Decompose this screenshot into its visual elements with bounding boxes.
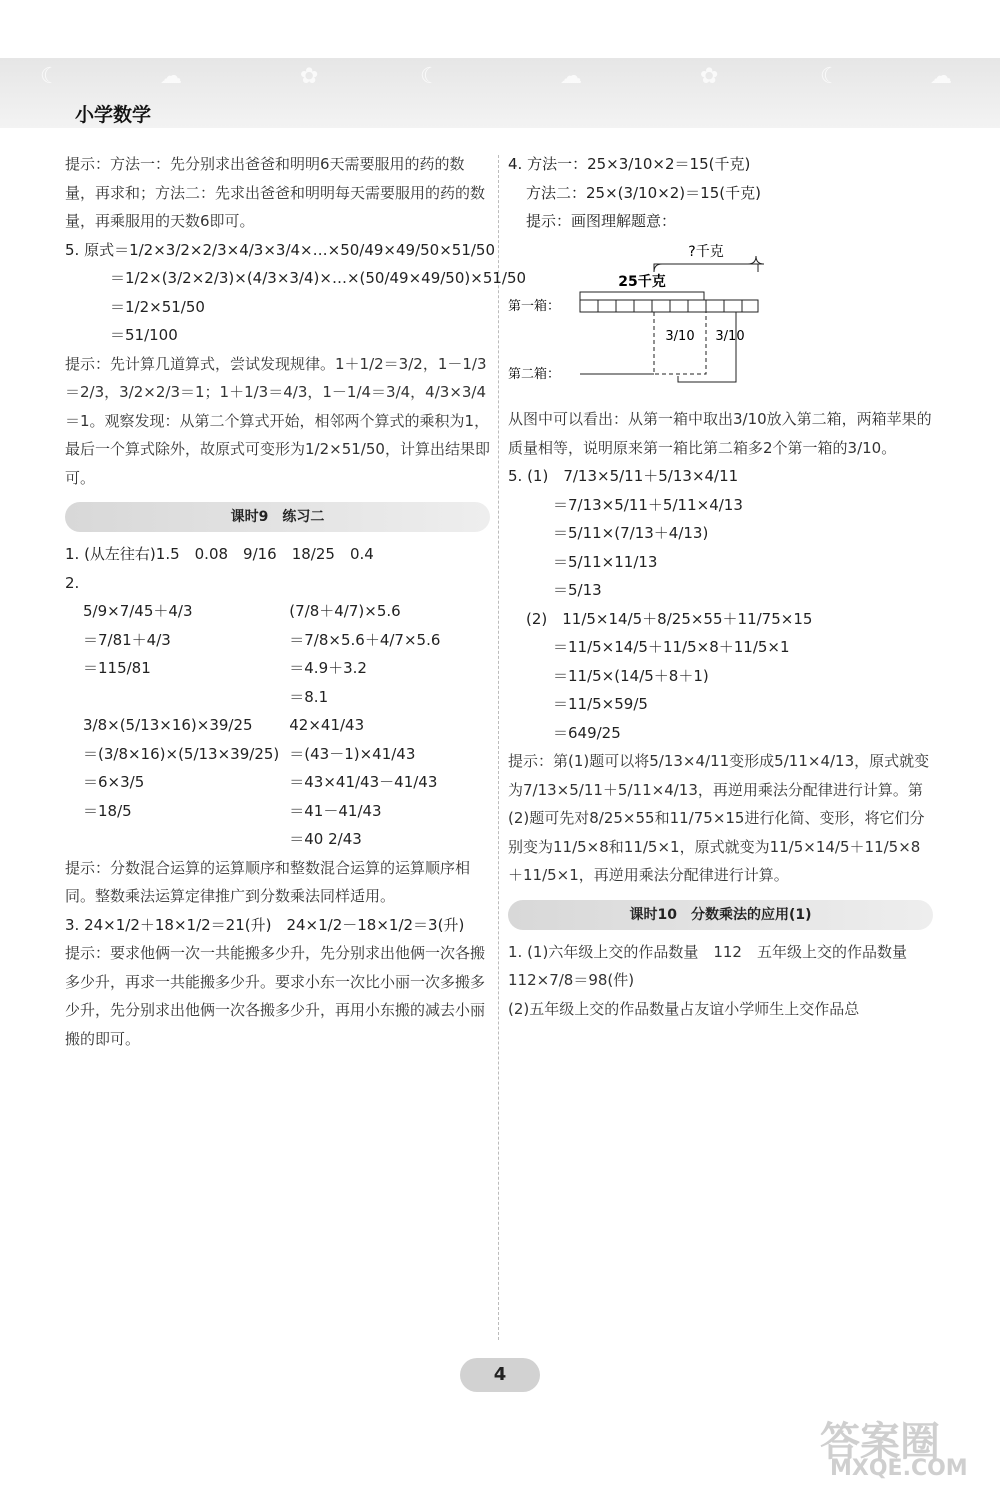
q5-line: 5. 原式＝1/2×3/2×2/3×4/3×3/4×…×50/49×49/50×51/50 [65, 240, 496, 259]
q5-line: ＝1/2×51/50 [110, 297, 205, 316]
box1-bar [580, 300, 758, 312]
q1-part2: (2)五年级上交的作品数量占友谊小学师生上交作品总 [508, 999, 860, 1018]
moon-icon: ☾ [820, 64, 840, 89]
section-title-10: 课时10 分数乘法的应用(1) [508, 900, 933, 930]
cloud-icon: ☁ [930, 64, 952, 89]
frac2-label: 3/10 [715, 328, 745, 344]
moon-icon: ☾ [420, 64, 440, 89]
q5-hint: 提示：先计算几道算式，尝试发现规律。1＋1/2＝3/2，1－1/3＝2/3，3/2×2/3＝1；1＋1/3＝4/3，1－1/4＝3/4，4/3×3/4＝1。观察发现：从第二个算式开始，相邻两个算式的乘积为1，最后一个算式除外，故原式可变形为1/2×51/50，计算出结果即可。 [65, 354, 490, 487]
flower-icon: ✿ [300, 64, 319, 89]
calc-line: ＝43×41/43－41/43 [289, 773, 438, 791]
q5-1-line: ＝5/11×11/13 [553, 552, 658, 571]
brace-top-line [654, 264, 758, 272]
box2-label: 第二箱： [508, 366, 561, 382]
calc-line: (7/8＋4/7)×5.6 [289, 602, 401, 620]
calc-line: 3/8×(5/13×16)×39/25 [83, 716, 253, 734]
watermark-url: MXQE.COM [830, 1456, 968, 1481]
q4-line: 4. 方法一：25×3/10×2＝15(千克) [508, 155, 751, 173]
q5-1-line: ＝5/13 [553, 581, 602, 599]
calc-line: ＝7/8×5.6＋4/7×5.6 [289, 630, 441, 649]
q5-2-line: ＝11/5×(14/5＋8＋1) [553, 666, 709, 685]
q2-col1 [65, 597, 279, 854]
page-number: 4 [460, 1358, 540, 1392]
q5-2-line: (2) 11/5×14/5＋8/25×55＋11/75×15 [526, 609, 813, 628]
amount-label: 25千克 [618, 273, 666, 290]
unknown-kg-label: ?千克 [688, 243, 724, 260]
q1-answer: 1. (从左往右)1.5 0.08 9/16 18/25 0.4 [65, 545, 374, 563]
calc-line: ＝115/81 [83, 659, 151, 677]
column-divider [498, 155, 499, 1340]
q5-2-line: ＝11/5×59/5 [553, 695, 648, 713]
q2-label: 2. [65, 573, 80, 592]
calc-line: ＝(3/8×16)×(5/13×39/25) [83, 744, 280, 763]
frac1-label: 3/10 [665, 328, 695, 344]
page-header-title: 小学数学 [75, 104, 152, 126]
calc-line: ＝41－41/43 [289, 801, 382, 820]
box1-ticks [598, 300, 742, 312]
q2-calculations [65, 597, 490, 854]
q5-1-line: ＝7/13×5/11＋5/11×4/13 [553, 495, 743, 514]
moon-icon: ☾ [40, 64, 60, 89]
q3-hint: 提示：要求他俩一次一共能搬多少升，先分别求出他俩一次各搬多少升，再求一共能搬多少升。要求小东一次比小丽一次多搬多少升，先分别求出他俩一次各搬多少升，再用小东搬的减去小丽搬的即可。 [65, 944, 486, 1048]
q5-1-line: 5. (1) 7/13×5/11＋5/13×4/11 [508, 467, 739, 485]
calc-line: ＝18/5 [83, 801, 132, 820]
right-column [508, 150, 933, 1023]
brace-amount [580, 292, 704, 300]
q3-answer: 3. 24×1/2＋18×1/2＝21(升) 24×1/2－18×1/2＝3(升) [65, 915, 465, 934]
q4-hint: 从图中可以看出：从第一箱中取出3/10放入第二箱，两箱苹果的质量相等，说明原来第一箱比第二箱多2个第一箱的3/10。 [508, 410, 932, 457]
cloud-icon: ☁ [560, 64, 582, 89]
hint-top: 提示：方法一：先分别求出爸爸和明明6天需要服用的药的数量，再求和；方法二：先求出爸爸和明明每天需要服用的药的数量，再乘服用的天数6即可。 [65, 155, 486, 230]
left-column [65, 150, 527, 1053]
calc-line [65, 683, 279, 712]
q5-2-line: ＝649/25 [553, 723, 621, 742]
watermark-logo: 答案圈 [820, 1419, 940, 1465]
calc-line: 42×41/43 [289, 716, 365, 734]
q1-part1: 1. (1)六年级上交的作品数量 112 五年级上交的作品数量 112×7/8＝98(件) [508, 942, 922, 989]
q2-col2 [289, 597, 490, 854]
q5-line: ＝1/2×(3/2×2/3)×(4/3×3/4)×…×(50/49×49/50)×51/50 [110, 269, 527, 287]
calc-line: ＝(43－1)×41/43 [289, 744, 416, 763]
calc-line: ＝6×3/5 [83, 773, 145, 791]
calc-line: ＝40 2/43 [289, 830, 362, 848]
calc-line: ＝4.9＋3.2 [289, 659, 367, 677]
calc-line: 5/9×7/45＋4/3 [83, 602, 193, 620]
box1-label: 第一箱： [508, 298, 561, 314]
flower-icon: ✿ [700, 64, 719, 89]
calc-line: ＝8.1 [289, 687, 329, 706]
q5-line: ＝51/100 [110, 326, 178, 344]
q5-hint: 提示：第(1)题可以将5/13×4/11变形成5/11×4/13，原式就变为7/13×5/11＋5/11×4/13，再逆用乘法分配律进行计算。第(2)题可先对8/25×55和11/75×15进行化简、变形，将它们分别变为11/5×8和11/5×1，原式就变为11/5×14/5＋11/5×8＋11/5×1，再逆用乘法分配律进行计算。 [508, 752, 930, 884]
section-title-9: 课时9 练习二 [65, 502, 490, 532]
q5-1-line: ＝5/11×(7/13＋4/13) [553, 524, 709, 542]
q2-hint: 提示：分数混合运算的运算顺序和整数混合运算的运算顺序相同。整数乘法运算定律推广到分数乘法同样适用。 [65, 858, 471, 905]
calc-line: ＝7/81＋4/3 [83, 630, 171, 649]
q4-line: 方法二：25×(3/10×2)＝15(千克) [526, 183, 761, 202]
cloud-icon: ☁ [160, 64, 182, 89]
segment-diagram [508, 242, 928, 392]
transfer-arrow [678, 312, 736, 382]
q4-line: 提示：画图理解题意： [526, 212, 677, 230]
q5-2-line: ＝11/5×14/5＋11/5×8＋11/5×1 [553, 638, 790, 656]
